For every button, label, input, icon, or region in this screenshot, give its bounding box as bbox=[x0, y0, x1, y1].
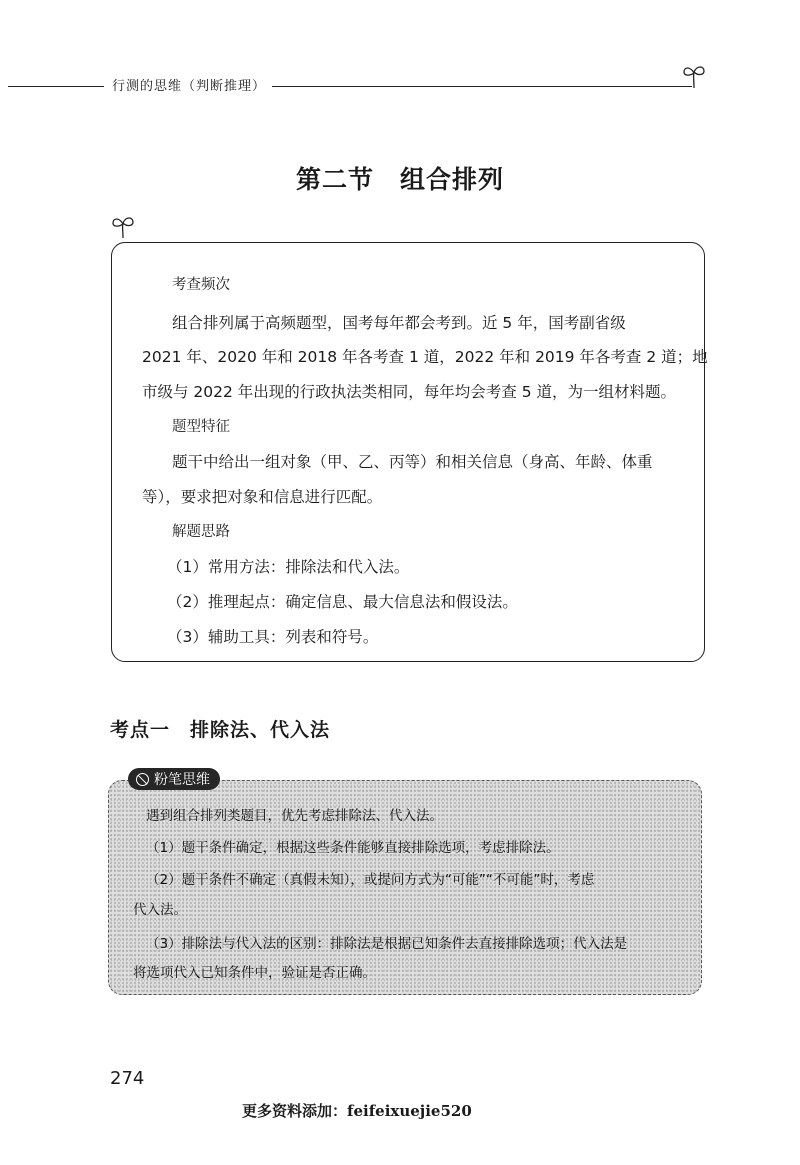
section-number: 第二节 bbox=[295, 165, 374, 194]
thinking-box bbox=[108, 780, 702, 995]
section-title bbox=[0, 160, 800, 196]
running-title: 行测的思维（判断推理） bbox=[112, 79, 267, 94]
approach-line-1: （1）常用方法：排除法和代入法。 bbox=[167, 558, 410, 576]
info-box bbox=[111, 242, 708, 662]
header-rule-right bbox=[272, 86, 692, 87]
frequency-line-3: 市级与 2022 年出现的行政执法类相同，每年均会考查 5 道，为一组材料题。 bbox=[142, 383, 677, 401]
header-rule-left bbox=[8, 86, 104, 87]
keypoint-title: 考点一 排除法、代入法 bbox=[110, 719, 331, 741]
features-line-2: 等），要求把对象和信息进行匹配。 bbox=[142, 488, 383, 506]
thinking-line-4: 代入法。 bbox=[133, 902, 187, 918]
features-line-1: 题干中给出一组对象（甲、乙、丙等）和相关信息（身高、年龄、体重 bbox=[172, 453, 653, 471]
approach-line-2: （2）推理起点：确定信息、最大信息法和假设法。 bbox=[167, 593, 518, 611]
thinking-line-3: （2）题干条件不确定（真假未知），或提问方式为“可能”“不可能”时，考虑 bbox=[146, 872, 595, 888]
thinking-line-2: （1）题干条件确定，根据这些条件能够直接排除选项，考虑排除法。 bbox=[146, 840, 560, 856]
sprout-icon bbox=[110, 213, 136, 239]
circle-slash-icon bbox=[136, 773, 149, 786]
page-number: 274 bbox=[110, 1068, 145, 1089]
thinking-line-1: 遇到组合排列类题目，优先考虑排除法、代入法。 bbox=[146, 808, 443, 824]
section-name: 组合排列 bbox=[400, 165, 505, 194]
sprout-icon bbox=[681, 62, 707, 90]
footer-note: 更多资料添加：feifeixuejie520 bbox=[242, 1102, 472, 1120]
thinking-tab bbox=[128, 768, 220, 790]
heading-frequency: 考查频次 bbox=[172, 277, 230, 293]
thinking-line-6: 将选项代入已知条件中，验证是否正确。 bbox=[133, 965, 376, 981]
thinking-line-5: （3）排除法与代入法的区别：排除法是根据已知条件去直接排除选项；代入法是 bbox=[146, 936, 628, 952]
heading-features: 题型特征 bbox=[172, 419, 230, 435]
frequency-line-1: 组合排列属于高频题型，国考每年都会考到。近 5 年，国考副省级 bbox=[172, 314, 626, 332]
heading-approach: 解题思路 bbox=[172, 524, 230, 540]
thinking-tab-label: 粉笔思维 bbox=[154, 772, 210, 788]
approach-line-3: （3）辅助工具：列表和符号。 bbox=[167, 628, 379, 646]
frequency-line-2: 2021 年、2020 年和 2018 年各考查 1 道，2022 年和 2019 年各考查 2 道；地 bbox=[142, 348, 708, 366]
